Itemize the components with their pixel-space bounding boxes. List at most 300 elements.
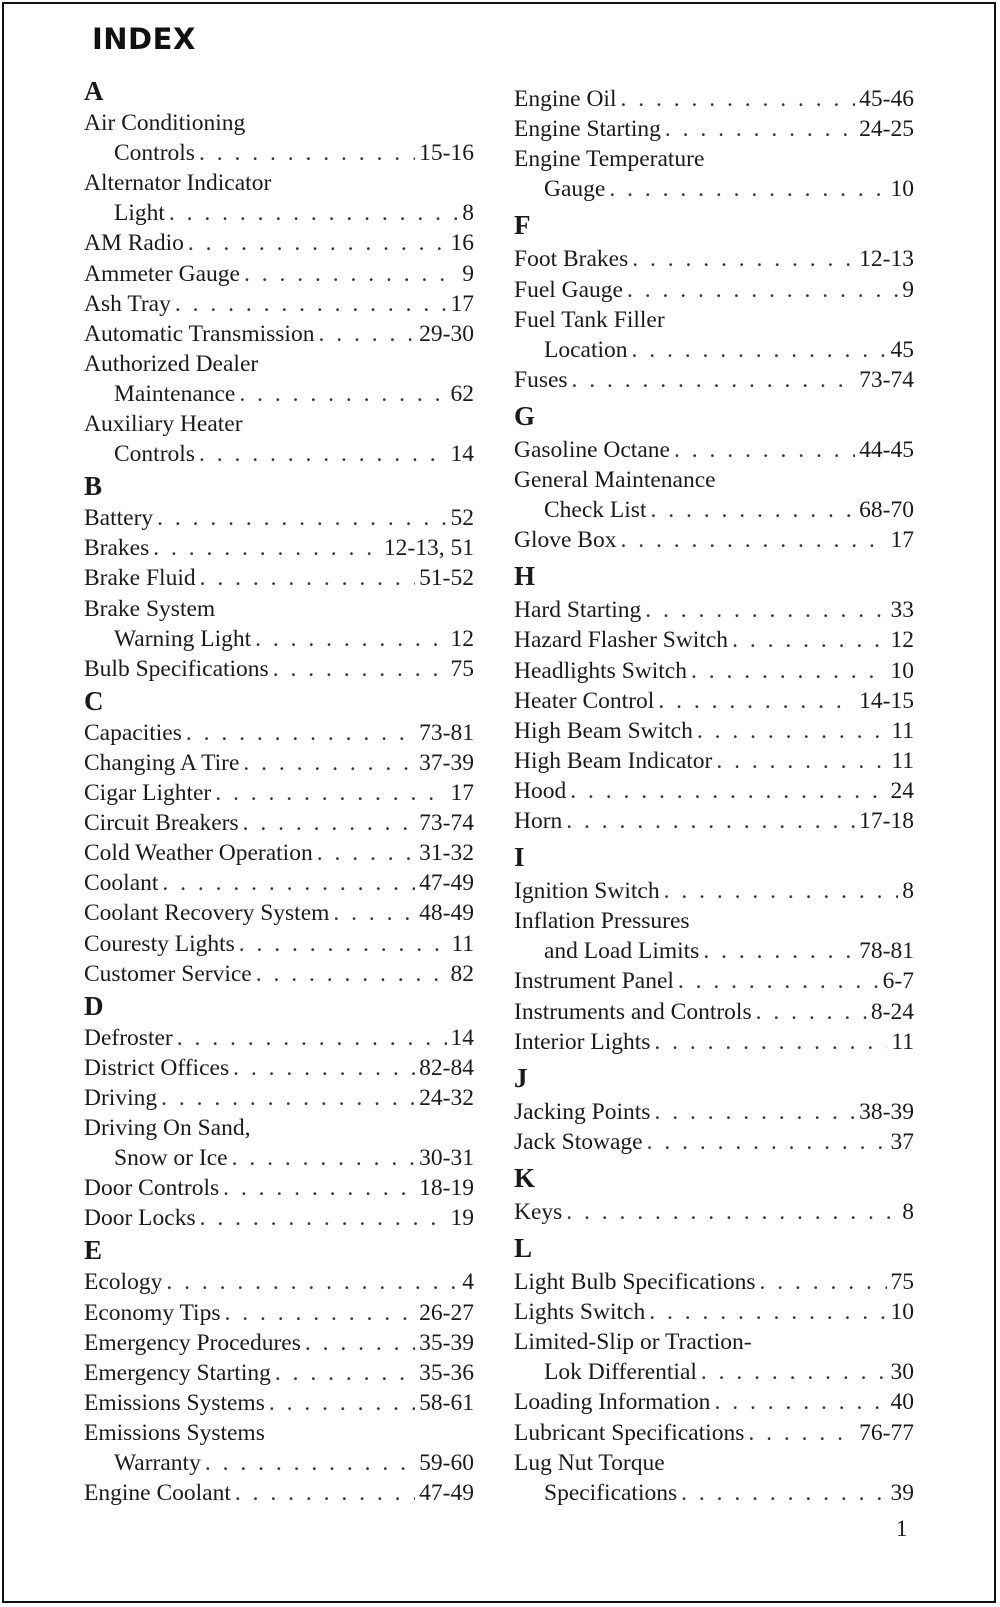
- dot-leader: [200, 1203, 447, 1233]
- entry-page: 24: [890, 777, 914, 804]
- entry-page: 44-45: [859, 436, 914, 463]
- index-entry: [84, 1173, 474, 1203]
- section-letter: C: [84, 685, 104, 716]
- entry-page: 17: [450, 780, 474, 806]
- entry-label: Interior Lights: [514, 1028, 651, 1055]
- entry-label: Ignition Switch: [514, 878, 660, 905]
- dot-leader: [714, 1387, 886, 1417]
- entry-label: Hazard Flasher Switch: [514, 627, 729, 654]
- index-entry: [514, 876, 914, 906]
- entry-label: Horn: [514, 808, 563, 834]
- entry-page: 17: [450, 290, 474, 317]
- entry-page: 8: [902, 878, 914, 905]
- dot-leader: [157, 503, 446, 533]
- dot-leader: [169, 198, 458, 228]
- entry-page: 31-32: [419, 840, 474, 867]
- dot-leader: [665, 114, 855, 144]
- index-entry: [84, 959, 474, 989]
- index-entry: [514, 656, 914, 686]
- entry-label: Engine Starting: [514, 116, 661, 143]
- dot-leader: [215, 778, 446, 808]
- index-entry: [514, 465, 914, 495]
- dot-leader: [609, 174, 886, 204]
- section-letter: I: [514, 842, 525, 873]
- entry-page: 14: [450, 441, 474, 468]
- dot-leader: [233, 1053, 415, 1083]
- index-entry: [84, 289, 474, 319]
- entry-label: AM Radio: [84, 230, 184, 257]
- entry-label: Alternator Indicator: [84, 170, 272, 197]
- entry-label: Ammeter Gauge: [84, 260, 240, 287]
- index-entry: [84, 319, 474, 349]
- entry-page: 73-81: [419, 719, 474, 746]
- index-entry: [514, 144, 914, 174]
- entry-label: Driving: [84, 1084, 158, 1111]
- index-entry: [84, 1053, 474, 1083]
- dot-leader: [566, 806, 855, 836]
- entry-page: 38-39: [859, 1098, 914, 1125]
- entry-page: 48-49: [419, 900, 474, 927]
- dot-leader: [177, 1023, 447, 1053]
- entry-label: Headlights Switch: [514, 657, 687, 684]
- entry-label: Ash Tray: [84, 290, 171, 317]
- entry-page: 75: [890, 1269, 914, 1295]
- entry-label: Lug Nut Torque: [514, 1449, 665, 1476]
- dot-leader: [317, 838, 415, 868]
- entry-page: 11: [891, 747, 914, 774]
- section-letter: D: [84, 990, 104, 1021]
- index-entry: [514, 746, 914, 776]
- entry-label: Engine Coolant: [84, 1480, 231, 1507]
- section-letter: B: [84, 471, 103, 502]
- dot-leader: [566, 1197, 898, 1227]
- entry-page: 19: [450, 1205, 474, 1232]
- entry-page: 8: [462, 200, 474, 227]
- entry-label: Jacking Points: [514, 1098, 651, 1125]
- entry-page: 30: [890, 1359, 914, 1386]
- index-entry: [84, 594, 474, 624]
- index-entry: [84, 1113, 474, 1143]
- entry-label: Glove Box: [514, 527, 617, 554]
- index-entry: [84, 1298, 474, 1328]
- entry-label: Maintenance: [114, 380, 236, 407]
- section-letter: J: [514, 1062, 528, 1093]
- dot-leader: [654, 1027, 887, 1057]
- entry-label: High Beam Switch: [514, 717, 693, 744]
- entry-label: Lights Switch: [514, 1299, 646, 1326]
- dot-leader: [701, 1357, 887, 1387]
- entry-page: 78-81: [859, 938, 914, 965]
- dot-leader: [224, 1298, 415, 1328]
- dot-leader: [188, 228, 447, 258]
- entry-label: Bulb Specifications: [84, 655, 269, 682]
- index-entry: [84, 533, 474, 563]
- entry-label: Brake System: [84, 595, 216, 622]
- entry-page: 14: [450, 1024, 474, 1051]
- entry-label: Instruments and Controls: [514, 998, 752, 1025]
- entry-page: 52: [450, 505, 474, 532]
- entry-label: General Maintenance: [514, 467, 716, 493]
- entry-label: Inflation Pressures: [514, 908, 690, 935]
- index-entry: [514, 1327, 914, 1357]
- index-entry: [514, 997, 914, 1027]
- dot-leader: [239, 929, 448, 959]
- entry-label: Snow or Ice: [114, 1145, 228, 1172]
- dot-leader: [681, 1478, 886, 1508]
- dot-leader: [223, 1173, 415, 1203]
- entry-label: Fuel Tank Filler: [514, 306, 665, 333]
- dot-leader: [654, 1097, 855, 1127]
- dot-leader: [166, 1267, 458, 1297]
- entry-page: 12: [890, 627, 914, 654]
- index-entry: [514, 84, 914, 114]
- index-entry: [514, 275, 914, 305]
- index-entry: [514, 1297, 914, 1327]
- entry-page: 45: [890, 336, 914, 363]
- entry-page: 33: [890, 597, 914, 624]
- entry-label: Driving On Sand,: [84, 1115, 251, 1141]
- index-entry: [84, 503, 474, 533]
- dot-leader: [627, 275, 898, 305]
- index-entry: [514, 966, 914, 996]
- entry-label: Economy Tips: [84, 1299, 221, 1326]
- entry-label: Emissions Systems: [84, 1419, 265, 1446]
- index-entry: [514, 806, 914, 836]
- entry-label: District Offices: [84, 1054, 230, 1081]
- entry-label: Lubricant Specifications: [514, 1419, 745, 1446]
- dot-leader: [572, 365, 856, 395]
- entry-page: 40: [890, 1389, 914, 1416]
- entry-label: Automatic Transmission: [84, 320, 315, 347]
- index-entry: [84, 1143, 474, 1173]
- entry-label: Cold Weather Operation: [84, 840, 313, 867]
- entry-page: 16: [450, 230, 474, 257]
- entry-label: Authorized Dealer: [84, 350, 259, 377]
- entry-label: Brake Fluid: [84, 565, 196, 592]
- entry-page: 45-46: [859, 86, 914, 112]
- entry-label: Limited-Slip or Traction-: [514, 1329, 752, 1356]
- index-entry: [84, 108, 474, 138]
- entry-label: Emergency Procedures: [84, 1329, 301, 1356]
- index-entry: [514, 1387, 914, 1417]
- index-entry: [84, 1023, 474, 1053]
- section-letter: L: [514, 1233, 533, 1263]
- index-entry: [84, 1328, 474, 1358]
- index-entry: [84, 563, 474, 593]
- index-entry: [514, 335, 914, 365]
- index-entry: [84, 138, 474, 168]
- dot-leader: [232, 1143, 416, 1173]
- dot-leader: [678, 966, 879, 996]
- entry-label: Changing A Tire: [84, 749, 240, 776]
- entry-page: 10: [890, 176, 914, 203]
- dot-leader: [175, 289, 447, 319]
- entry-label: Door Controls: [84, 1175, 220, 1202]
- entry-page: 11: [891, 717, 914, 744]
- index-entry: [84, 1448, 474, 1478]
- entry-page: 47-49: [419, 1480, 474, 1507]
- entry-page: 10: [890, 657, 914, 684]
- entry-page: 12-13, 51: [383, 535, 474, 562]
- section-letter: G: [514, 400, 536, 431]
- dot-leader: [153, 533, 380, 563]
- entry-page: 12: [450, 625, 474, 652]
- dot-leader: [255, 624, 446, 654]
- index-entry: [514, 244, 914, 274]
- dot-leader: [333, 898, 415, 928]
- entry-label: Capacities: [84, 719, 182, 746]
- entry-label: Controls: [114, 441, 195, 468]
- entry-page: 24-32: [419, 1084, 474, 1111]
- entry-page: 15-16: [419, 140, 474, 167]
- dot-leader: [645, 595, 886, 625]
- index-entry: [514, 1127, 914, 1157]
- index-entry: [84, 228, 474, 258]
- dot-leader: [239, 379, 446, 409]
- index-entry: [514, 716, 914, 746]
- entry-page: 9: [462, 260, 474, 287]
- section-letter: F: [514, 210, 531, 241]
- index-entry: [514, 776, 914, 806]
- index-entry: [84, 748, 474, 778]
- dot-leader: [243, 748, 415, 778]
- entry-page: 82-84: [419, 1054, 474, 1081]
- entry-label: Defroster: [84, 1024, 173, 1051]
- entry-label: Light: [114, 200, 165, 227]
- dot-leader: [273, 654, 447, 684]
- index-entry: [84, 1267, 474, 1297]
- index-entry: [514, 1027, 914, 1057]
- entry-page: 12-13: [859, 246, 914, 273]
- dot-leader: [620, 84, 855, 114]
- entry-label: Ecology: [84, 1269, 163, 1296]
- index-entry: [84, 379, 474, 409]
- entry-label: Brakes: [84, 535, 150, 562]
- entry-label: Hard Starting: [514, 597, 642, 624]
- index-entry: [514, 1267, 914, 1297]
- entry-label: Hood: [514, 777, 567, 804]
- dot-leader: [186, 718, 415, 748]
- dot-leader: [162, 868, 415, 898]
- entry-page: 37-39: [419, 749, 474, 776]
- entry-label: Cigar Lighter: [84, 780, 212, 806]
- dot-leader: [199, 439, 447, 469]
- entry-page: 29-30: [419, 320, 474, 347]
- section-letter: K: [514, 1162, 536, 1193]
- index-entry: [84, 168, 474, 198]
- dot-leader: [647, 1127, 887, 1157]
- dot-leader: [244, 259, 458, 289]
- index-entry: [514, 365, 914, 395]
- entry-page: 6-7: [882, 968, 914, 995]
- entry-label: Check List: [544, 497, 647, 524]
- entry-page: 59-60: [419, 1450, 474, 1476]
- index-entry: [514, 625, 914, 655]
- index-entry: [84, 1418, 474, 1448]
- index-entry: [514, 1197, 914, 1227]
- entry-label: Fuses: [514, 366, 568, 393]
- dot-leader: [756, 997, 867, 1027]
- index-entry: [514, 1448, 914, 1478]
- index-entry: [84, 898, 474, 928]
- entry-page: 11: [891, 1028, 914, 1055]
- entry-label: Emissions Systems: [84, 1389, 265, 1416]
- dot-leader: [200, 563, 416, 593]
- entry-label: Coolant: [84, 870, 159, 897]
- index-entry: [514, 114, 914, 144]
- entry-label: Engine Oil: [514, 86, 617, 112]
- entry-label: Controls: [114, 140, 195, 167]
- entry-page: 9: [902, 276, 914, 303]
- index-entry: [514, 595, 914, 625]
- entry-label: Foot Brakes: [514, 246, 629, 273]
- dot-leader: [199, 138, 415, 168]
- entry-label: Light Bulb Specifications: [514, 1269, 756, 1295]
- index-page: [2, 2, 996, 1603]
- index-entry: [84, 808, 474, 838]
- page-number: 1: [896, 1516, 908, 1541]
- index-entry: [84, 198, 474, 228]
- dot-leader: [275, 1358, 415, 1388]
- dot-leader: [632, 244, 855, 274]
- entry-page: 39: [890, 1479, 914, 1506]
- entry-page: 11: [451, 930, 474, 957]
- entry-label: Customer Service: [84, 960, 252, 987]
- index-entry: [84, 259, 474, 289]
- entry-label: Gasoline Octane: [514, 436, 670, 463]
- index-entry: [514, 1097, 914, 1127]
- section-letter: H: [514, 561, 536, 592]
- entry-page: 35-39: [419, 1329, 474, 1356]
- index-entry: [84, 838, 474, 868]
- entry-page: 17-18: [859, 808, 914, 834]
- dot-leader: [697, 716, 888, 746]
- entry-page: 73-74: [419, 810, 474, 837]
- entry-page: 37: [890, 1128, 914, 1155]
- entry-label: Emergency Starting: [84, 1359, 271, 1386]
- index-entry: [84, 1083, 474, 1113]
- entry-label: Circuit Breakers: [84, 810, 239, 837]
- dot-leader: [305, 1328, 415, 1358]
- index-entry: [84, 868, 474, 898]
- index-entry: [84, 654, 474, 684]
- dot-leader: [235, 1478, 415, 1508]
- index-entry: [514, 686, 914, 716]
- dot-leader: [658, 686, 855, 716]
- entry-page: 68-70: [859, 497, 914, 524]
- dot-leader: [269, 1388, 415, 1418]
- section-letter: E: [84, 1235, 103, 1266]
- entry-page: 24-25: [859, 116, 914, 143]
- entry-page: 73-74: [859, 366, 914, 393]
- entry-page: 8: [902, 1198, 914, 1225]
- dot-leader: [632, 335, 887, 365]
- index-entry: [84, 1388, 474, 1418]
- index-entry: [514, 1357, 914, 1387]
- entry-page: 51-52: [419, 565, 474, 592]
- entry-page: 26-27: [419, 1299, 474, 1326]
- index-entry: [514, 936, 914, 966]
- dot-leader: [664, 876, 899, 906]
- index-entry: [514, 174, 914, 204]
- entry-label: Fuel Gauge: [514, 276, 623, 303]
- section-letter: A: [84, 76, 104, 106]
- dot-leader: [691, 656, 887, 686]
- entry-page: 35-36: [419, 1359, 474, 1386]
- index-entry: [84, 439, 474, 469]
- entry-label: Air Conditioning: [84, 110, 246, 136]
- entry-label: Keys: [514, 1198, 563, 1225]
- index-entry: [84, 409, 474, 439]
- index-entry: [84, 1358, 474, 1388]
- entry-label: Warranty: [114, 1450, 201, 1476]
- dot-leader: [649, 1297, 886, 1327]
- index-entry: [84, 1478, 474, 1508]
- entry-label: High Beam Indicator: [514, 747, 713, 774]
- dot-leader: [318, 319, 415, 349]
- dot-leader: [205, 1448, 415, 1478]
- entry-page: 14-15: [859, 687, 914, 714]
- index-entry: [84, 349, 474, 379]
- index-entry: [514, 305, 914, 335]
- entry-label: Heater Control: [514, 687, 655, 714]
- entry-page: 4: [462, 1269, 474, 1296]
- entry-page: 30-31: [419, 1145, 474, 1172]
- dot-leader: [748, 1418, 855, 1448]
- dot-leader: [732, 625, 886, 655]
- dot-leader: [760, 1267, 887, 1297]
- index-entry: [84, 718, 474, 748]
- entry-label: Jack Stowage: [514, 1128, 643, 1155]
- entry-label: Door Locks: [84, 1205, 196, 1232]
- entry-page: 58-61: [419, 1389, 474, 1416]
- dot-leader: [703, 936, 855, 966]
- dot-leader: [674, 435, 855, 465]
- entry-page: 47-49: [419, 870, 474, 897]
- index-entry: [514, 525, 914, 555]
- index-entry: [514, 906, 914, 936]
- dot-leader: [161, 1083, 415, 1113]
- entry-page: 17: [890, 527, 914, 554]
- index-entry: [514, 495, 914, 525]
- index-entry: [84, 1203, 474, 1233]
- entry-label: Couresty Lights: [84, 930, 235, 957]
- page-title: INDEX: [92, 22, 196, 56]
- entry-label: Instrument Panel: [514, 968, 674, 995]
- dot-leader: [570, 776, 886, 806]
- index-entry: [84, 929, 474, 959]
- entry-label: and Load Limits: [544, 938, 700, 965]
- entry-page: 18-19: [419, 1175, 474, 1202]
- index-entry: [514, 1418, 914, 1448]
- dot-leader: [243, 808, 416, 838]
- entry-label: Battery: [84, 505, 154, 532]
- entry-label: Loading Information: [514, 1389, 711, 1416]
- entry-page: 76-77: [859, 1419, 914, 1446]
- entry-page: 10: [890, 1299, 914, 1326]
- dot-leader: [256, 959, 447, 989]
- entry-label: Auxiliary Heater: [84, 411, 243, 437]
- entry-page: 8-24: [870, 998, 914, 1025]
- entry-label: Gauge: [544, 176, 606, 203]
- entry-label: Coolant Recovery System: [84, 900, 330, 927]
- dot-leader: [620, 525, 886, 555]
- entry-page: 82: [450, 960, 474, 987]
- entry-page: 75: [450, 655, 474, 682]
- index-entry: [514, 435, 914, 465]
- index-entry: [84, 778, 474, 808]
- entry-label: Location: [544, 336, 628, 363]
